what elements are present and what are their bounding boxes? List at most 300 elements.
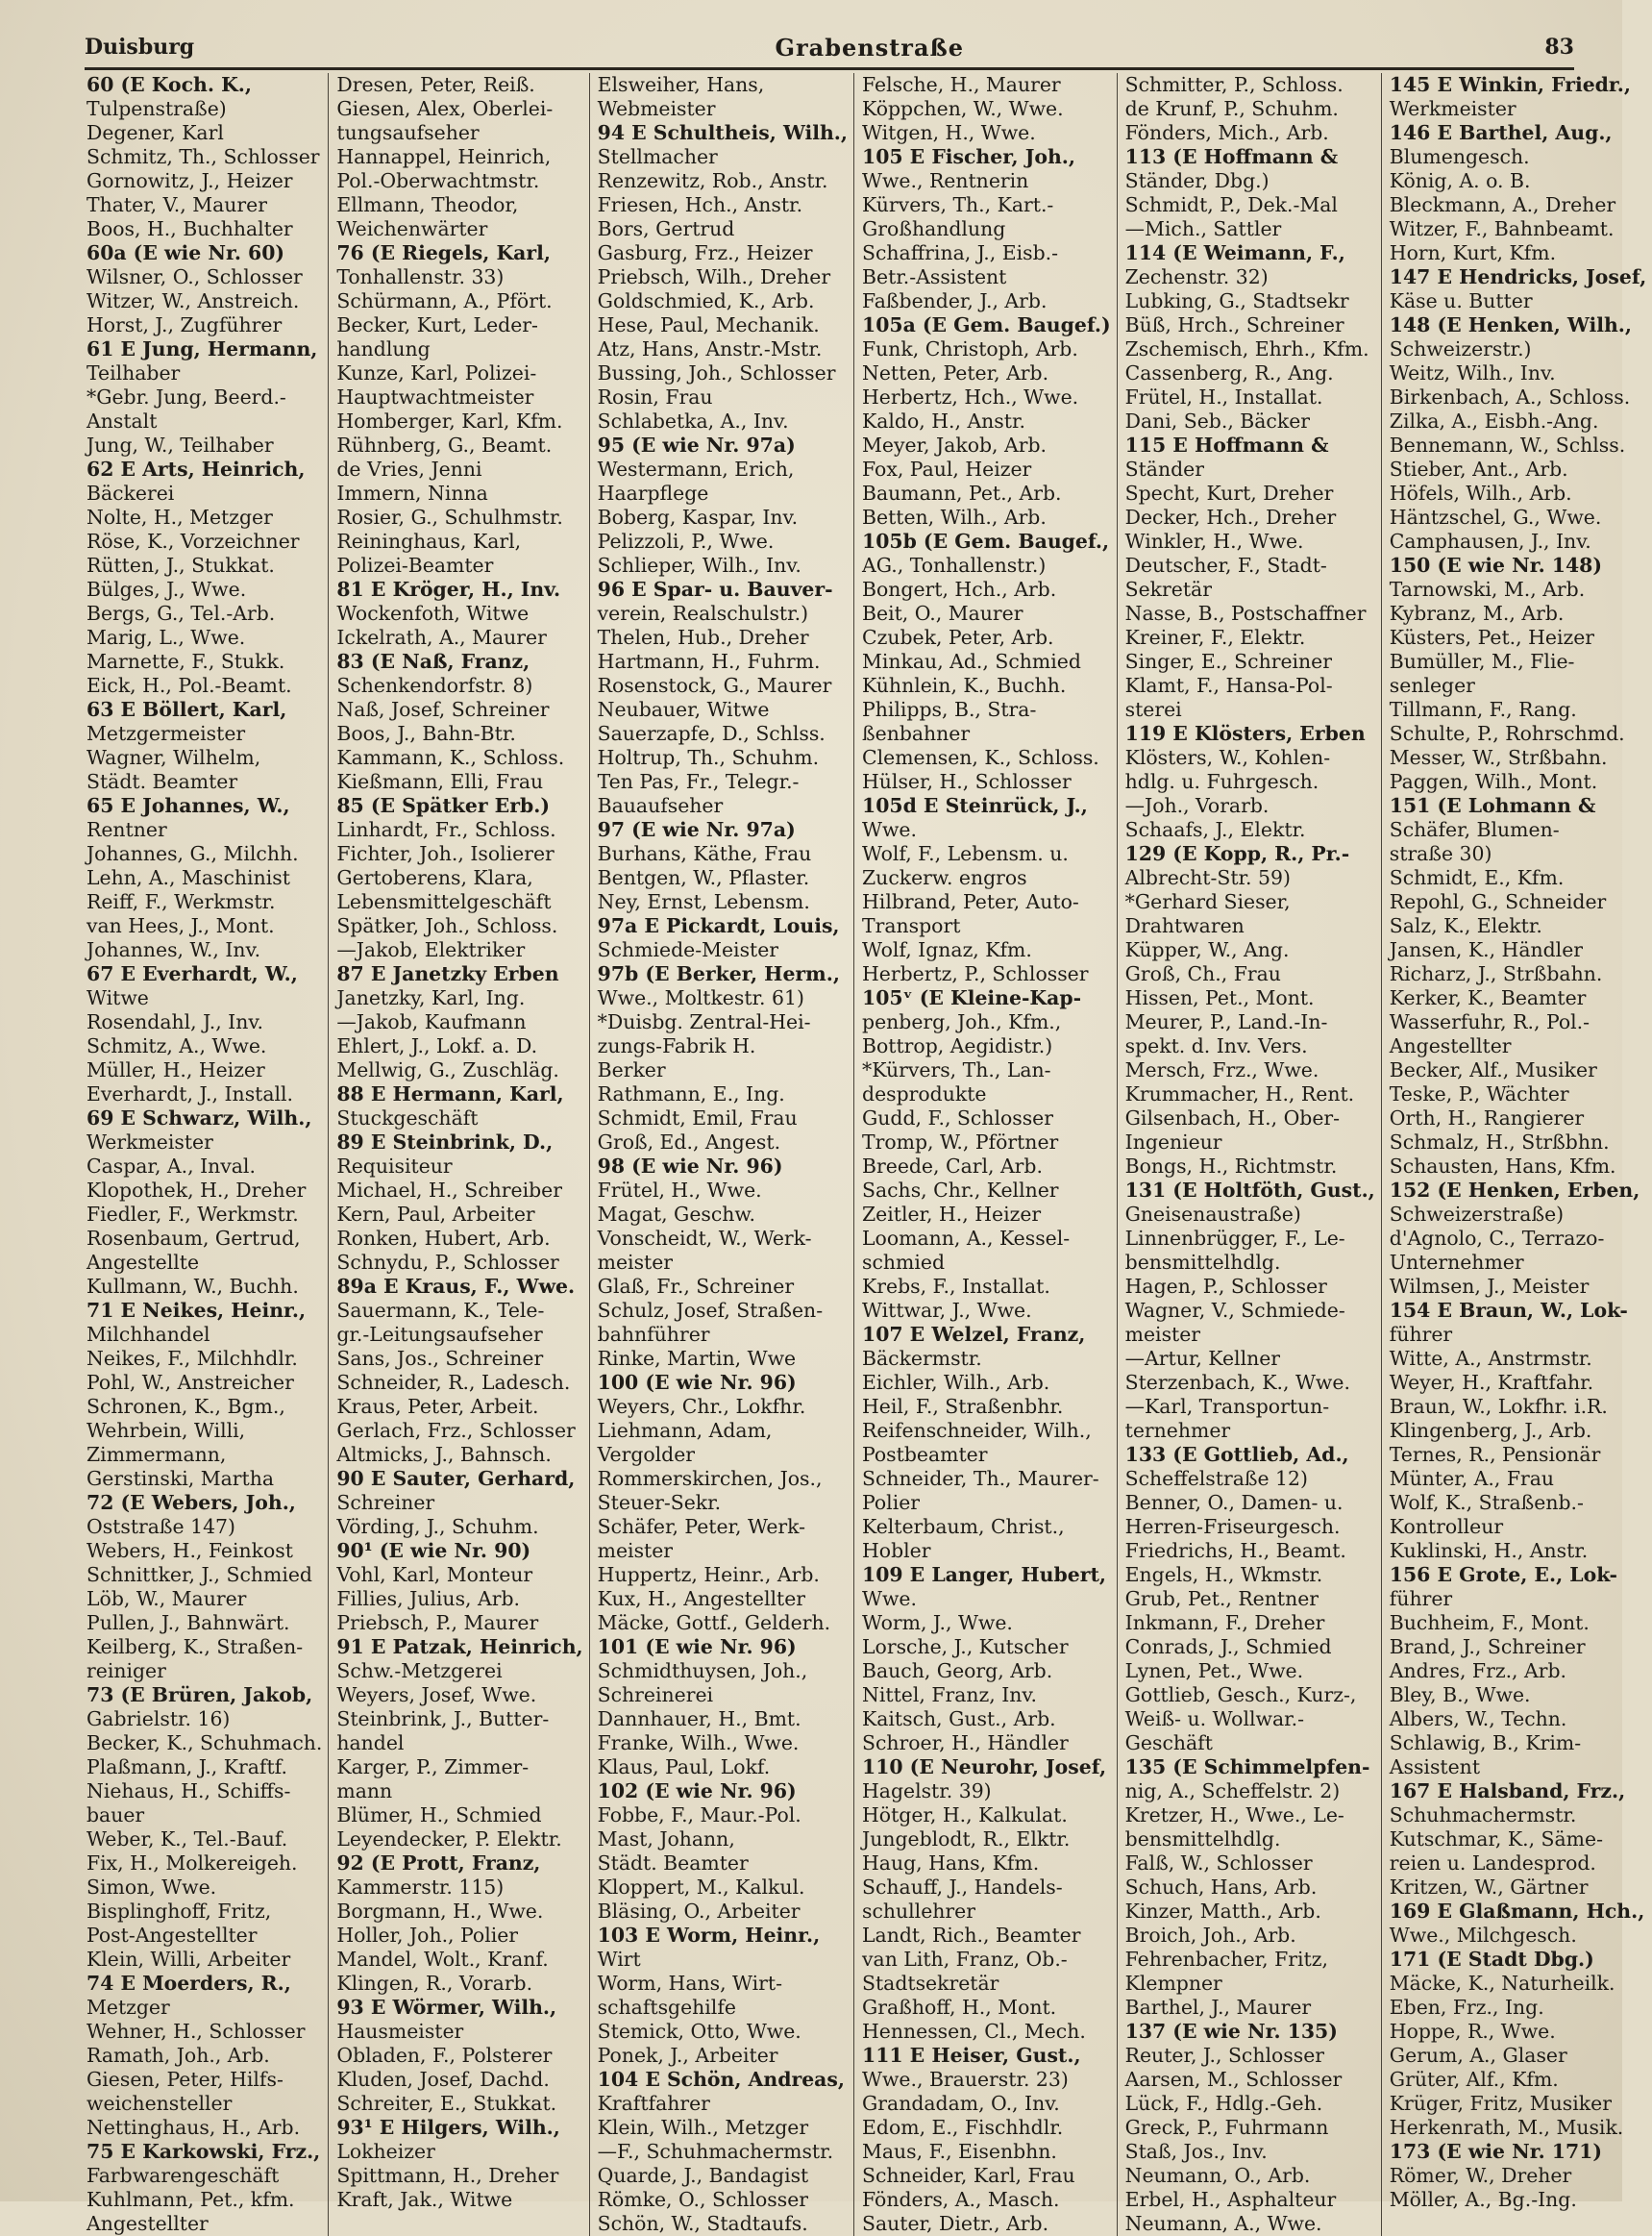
directory-entry: Hülser, H., Schlosser bbox=[862, 770, 1072, 793]
directory-entry: Ronken, Hubert, Arb. bbox=[336, 1227, 551, 1250]
directory-entry: Ney, Ernst, Lebensm. bbox=[597, 890, 810, 913]
directory-entry: 97b (E Berker, Herm., bbox=[597, 962, 840, 985]
directory-entry: Büß, Hrch., Schreiner bbox=[1124, 313, 1344, 336]
directory-column-4 bbox=[853, 73, 1117, 2236]
directory-entry: Rosendahl, J., Inv. bbox=[86, 1010, 263, 1033]
directory-entry: Wasserfuhr, R., Pol.- bbox=[1389, 1010, 1590, 1033]
directory-entry: Kontrolleur bbox=[1389, 1515, 1504, 1538]
directory-entry: bauer bbox=[86, 1803, 145, 1826]
directory-entry: Bisplinghoff, Fritz, bbox=[86, 1900, 272, 1923]
header-street: Grabenstraße bbox=[775, 33, 965, 62]
directory-entry: 173 (E wie Nr. 171) bbox=[1389, 2140, 1603, 2163]
directory-entry: Schulz, Josef, Straßen- bbox=[597, 1299, 824, 1322]
directory-entry: Ingenieur bbox=[1124, 1130, 1222, 1154]
directory-entry: Schweizerstraße) bbox=[1389, 1203, 1565, 1226]
directory-entry: Städt. Beamter bbox=[597, 1851, 749, 1875]
directory-entry: van Lith, Franz, Ob.- bbox=[862, 1948, 1068, 1971]
directory-entry: —Joh., Vorarb. bbox=[1124, 794, 1270, 817]
directory-entry: Friesen, Hch., Anstr. bbox=[597, 193, 803, 216]
directory-entry: Kritzen, W., Gärtner bbox=[1389, 1876, 1589, 1899]
directory-entry: Schmitz, A., Wwe. bbox=[86, 1034, 267, 1057]
directory-entry: Spittmann, H., Dreher bbox=[336, 2164, 559, 2187]
directory-entry: Witzer, F., Bahnbeamt. bbox=[1389, 217, 1615, 240]
directory-entry: Bors, Gertrud bbox=[597, 217, 735, 240]
directory-entry: Becker, Alf., Musiker bbox=[1389, 1058, 1597, 1081]
directory-entry: Werkmeister bbox=[86, 1130, 213, 1154]
directory-entry: führer bbox=[1389, 1587, 1453, 1610]
directory-entry: Reifenschneider, Wilh., bbox=[862, 1419, 1092, 1442]
directory-entry: Vohl, Karl, Monteur bbox=[336, 1563, 533, 1586]
directory-entry: —Artur, Kellner bbox=[1124, 1347, 1281, 1370]
directory-entry: 61 E Jung, Hermann, bbox=[86, 337, 318, 360]
directory-entry: Marnette, F., Stukk. bbox=[86, 650, 285, 673]
directory-entry: Funk, Christoph, Arb. bbox=[862, 337, 1078, 360]
directory-column-6 bbox=[1381, 73, 1652, 2236]
directory-entry: Rosenstock, G., Maurer bbox=[597, 674, 832, 697]
directory-entry: Priebsch, P., Maurer bbox=[336, 1611, 539, 1634]
directory-entry: 75 E Karkowski, Frz., bbox=[86, 2140, 321, 2163]
directory-entry: 110 (E Neurohr, Josef, bbox=[862, 1755, 1107, 1778]
directory-entry: Witte, A., Anstrmstr. bbox=[1389, 1347, 1592, 1370]
directory-entry: 93¹ E Hilgers, Wilh., bbox=[336, 2116, 560, 2139]
directory-entry: Zeitler, H., Heizer bbox=[862, 1203, 1042, 1226]
directory-entry: Frütel, H., Wwe. bbox=[597, 1179, 762, 1202]
directory-entry: Benner, O., Damen- u. bbox=[1124, 1491, 1344, 1514]
directory-entry: Fönders, A., Masch. bbox=[862, 2188, 1060, 2211]
directory-entry: Webmeister bbox=[597, 97, 716, 120]
directory-entry: Mäcke, K., Naturheilk. bbox=[1389, 1972, 1615, 1995]
directory-entry: Frütel, H., Installat. bbox=[1124, 385, 1323, 409]
directory-entry: Kießmann, Elli, Frau bbox=[336, 770, 544, 793]
directory-entry: 74 E Moerders, R., bbox=[86, 1972, 291, 1995]
directory-entry: Weiß- u. Wollwar.- bbox=[1124, 1707, 1304, 1730]
directory-entry: 171 (E Stadt Dbg.) bbox=[1389, 1948, 1594, 1971]
directory-entry: Sauerzapfe, D., Schlss. bbox=[597, 722, 826, 745]
directory-entry: senleger bbox=[1389, 674, 1475, 697]
directory-entry: Klein, Wilh., Metzger bbox=[597, 2116, 809, 2139]
directory-entry: Jung, W., Teilhaber bbox=[86, 434, 274, 457]
directory-entry: Camphausen, J., Inv. bbox=[1389, 530, 1591, 553]
directory-entry: van Hees, J., Mont. bbox=[86, 914, 275, 937]
directory-entry: Eick, H., Pol.-Beamt. bbox=[86, 674, 292, 697]
directory-entry: Klingen, R., Vorarb. bbox=[336, 1972, 533, 1995]
directory-entry: Bongert, Hch., Arb. bbox=[862, 578, 1057, 601]
directory-entry: 98 (E wie Nr. 96) bbox=[597, 1155, 783, 1178]
directory-entry: Bennemann, W., Schlss. bbox=[1389, 434, 1626, 457]
directory-entry: Weyers, Josef, Wwe. bbox=[336, 1683, 537, 1706]
directory-entry: Schürmann, A., Pfört. bbox=[336, 289, 553, 312]
directory-entry: schaftsgehilfe bbox=[597, 1996, 736, 2019]
directory-entry: Lynen, Pet., Wwe. bbox=[1124, 1659, 1304, 1682]
directory-entry: Hagelstr. 39) bbox=[862, 1779, 992, 1802]
directory-entry: 89a E Kraus, F., Wwe. bbox=[336, 1275, 576, 1298]
directory-entry: Wwe. bbox=[862, 1587, 917, 1610]
directory-entry: Meyer, Jakob, Arb. bbox=[862, 434, 1048, 457]
directory-entry: Anstalt bbox=[86, 410, 158, 433]
directory-entry: Rommerskirchen, Jos., bbox=[597, 1467, 823, 1490]
directory-entry: Neumann, A., Wwe. bbox=[1124, 2212, 1322, 2235]
directory-entry: Schenkendorfstr. 8) bbox=[336, 674, 533, 697]
directory-entry: 137 (E wie Nr. 135) bbox=[1124, 2020, 1338, 2043]
directory-entry: Reuter, J., Schlosser bbox=[1124, 2044, 1325, 2067]
directory-entry: Bottrop, Aegidistr.) bbox=[862, 1034, 1053, 1057]
directory-entry: Gneisenaustraße) bbox=[1124, 1203, 1301, 1226]
directory-entry: 150 (E wie Nr. 148) bbox=[1389, 554, 1603, 577]
directory-entry: spekt. d. Inv. Vers. bbox=[1124, 1034, 1308, 1057]
directory-column-1 bbox=[85, 73, 328, 2236]
directory-entry: Niehaus, H., Schiffs- bbox=[86, 1779, 291, 1802]
directory-entry: Müller, H., Heizer bbox=[86, 1058, 265, 1081]
directory-entry: Kraft, Jak., Witwe bbox=[336, 2188, 513, 2211]
directory-entry: Johannes, G., Milchh. bbox=[86, 842, 299, 865]
directory-entry: Greck, P., Fuhrmann bbox=[1124, 2116, 1329, 2139]
directory-entry: Herbertz, Hch., Wwe. bbox=[862, 385, 1079, 409]
directory-entry: Häntzschel, G., Wwe. bbox=[1389, 506, 1602, 529]
directory-entry: Mäcke, Gottf., Gelderh. bbox=[597, 1611, 831, 1634]
directory-entry: desprodukte bbox=[862, 1082, 987, 1106]
directory-entry: Schlawig, B., Krim- bbox=[1389, 1731, 1582, 1754]
directory-entry: Bauch, Georg, Arb. bbox=[862, 1659, 1053, 1682]
directory-entry: Klempner bbox=[1124, 1972, 1222, 1995]
directory-entry: Wwe., Moltkestr. 61) bbox=[597, 986, 804, 1009]
directory-entry: Giesen, Alex, Oberlei- bbox=[336, 97, 554, 120]
directory-entry: 152 (E Henken, Erben, bbox=[1389, 1179, 1640, 1202]
directory-entry: Ellmann, Theodor, bbox=[336, 193, 519, 216]
directory-entry: Fehrenbacher, Fritz, bbox=[1124, 1948, 1328, 1971]
directory-entry: Rosier, G., Schulhmstr. bbox=[336, 506, 563, 529]
directory-entry: Schmidt, Emil, Frau bbox=[597, 1106, 798, 1130]
directory-entry: Klösters, W., Kohlen- bbox=[1124, 746, 1331, 769]
directory-entry: —Mich., Sattler bbox=[1124, 217, 1282, 240]
directory-entry: Schulte, P., Rohrschmd. bbox=[1389, 722, 1625, 745]
directory-entry: Goldschmied, K., Arb. bbox=[597, 289, 815, 312]
directory-entry: Angestellte bbox=[86, 1251, 200, 1274]
directory-entry: Fichter, Joh., Isolierer bbox=[336, 842, 555, 865]
directory-entry: Weyer, H., Kraftfahr. bbox=[1389, 1371, 1594, 1394]
directory-entry: 113 (E Hoffmann & bbox=[1124, 145, 1339, 168]
directory-entry: Käse u. Butter bbox=[1389, 289, 1533, 312]
directory-entry: Schön, W., Stadtaufs. bbox=[597, 2212, 808, 2235]
directory-entry: Braun, W., Lokfhr. i.R. bbox=[1389, 1395, 1608, 1418]
directory-entry: Ternes, R., Pensionär bbox=[1389, 1443, 1601, 1466]
directory-entry: Krebs, F., Installat. bbox=[862, 1275, 1050, 1298]
directory-entry: Bleckmann, A., Dreher bbox=[1389, 193, 1616, 216]
directory-entry: 100 (E wie Nr. 96) bbox=[597, 1371, 797, 1394]
directory-entry: Schmiede-Meister bbox=[597, 938, 779, 961]
directory-entry: Haarpflege bbox=[597, 482, 709, 505]
directory-entry: Wilsner, O., Schlosser bbox=[86, 265, 303, 288]
directory-entry: Witzer, W., Anstreich. bbox=[86, 289, 300, 312]
directory-entry: de Krunf, P., Schuhm. bbox=[1124, 97, 1339, 120]
directory-entry: d'Agnolo, C., Terrazo- bbox=[1389, 1227, 1605, 1250]
directory-entry: Landt, Rich., Beamter bbox=[862, 1924, 1081, 1947]
directory-entry: Kelterbaum, Christ., bbox=[862, 1515, 1065, 1538]
directory-entry: Kraftfahrer bbox=[597, 2092, 710, 2115]
directory-entry: Vörding, J., Schuhm. bbox=[336, 1515, 539, 1538]
header-rule bbox=[85, 67, 1574, 70]
directory-entry: Schnittker, J., Schmied bbox=[86, 1563, 312, 1586]
directory-entry: Karger, P., Zimmer- bbox=[336, 1755, 530, 1778]
directory-entry: Cassenberg, R., Ang. bbox=[1124, 361, 1334, 385]
directory-entry: Möller, A., Bg.-Ing. bbox=[1389, 2188, 1577, 2211]
directory-entry: 146 E Barthel, Aug., bbox=[1389, 121, 1613, 144]
directory-entry: Schmidthuysen, Joh., bbox=[597, 1659, 808, 1682]
directory-entry: Kutschmar, K., Säme- bbox=[1389, 1827, 1603, 1851]
directory-entry: Tulpenstraße) bbox=[86, 97, 227, 120]
directory-entry: Schlabetka, A., Inv. bbox=[597, 410, 789, 433]
directory-entry: Webers, H., Feinkost bbox=[86, 1539, 293, 1562]
directory-entry: Jansen, K., Händler bbox=[1389, 938, 1584, 961]
directory-entry: Staß, Jos., Inv. bbox=[1124, 2140, 1268, 2163]
directory-entry: 87 E Janetzky Erben bbox=[336, 962, 559, 985]
directory-entry: 85 (E Spätker Erb.) bbox=[336, 794, 550, 817]
directory-entry: Drahtwaren bbox=[1124, 914, 1245, 937]
directory-entry: Milchhandel bbox=[86, 1323, 210, 1346]
directory-entry: Bley, B., Wwe. bbox=[1389, 1683, 1531, 1706]
directory-entry: Kretzer, H., Wwe., Le- bbox=[1124, 1803, 1344, 1826]
directory-entry: 129 (E Kopp, R., Pr.- bbox=[1124, 842, 1350, 865]
directory-entry: Wwe., Rentnerin bbox=[862, 169, 1029, 192]
directory-entry: Schäfer, Peter, Werk- bbox=[597, 1515, 806, 1538]
directory-entry: Horn, Kurt, Kfm. bbox=[1389, 241, 1557, 264]
directory-entry: Everhardt, J., Install. bbox=[86, 1082, 294, 1106]
directory-entry: Ramath, Joh., Arb. bbox=[86, 2044, 270, 2067]
directory-entry: Linhardt, Fr., Schloss. bbox=[336, 818, 556, 841]
directory-entry: Boberg, Kaspar, Inv. bbox=[597, 506, 799, 529]
directory-entry: Köppchen, W., Wwe. bbox=[862, 97, 1064, 120]
directory-entry: Franke, Wilh., Wwe. bbox=[597, 1731, 800, 1754]
directory-entry: Stieber, Ant., Arb. bbox=[1389, 458, 1568, 481]
directory-entry: Bongs, H., Richtmstr. bbox=[1124, 1155, 1338, 1178]
directory-entry: Nittel, Franz, Inv. bbox=[862, 1683, 1037, 1706]
directory-entry: sterei bbox=[1124, 698, 1182, 721]
directory-entry: Birkenbach, A., Schloss. bbox=[1389, 385, 1631, 409]
directory-entry: Eben, Frz., Ing. bbox=[1389, 1996, 1544, 2019]
directory-entry: Kuklinski, H., Anstr. bbox=[1389, 1539, 1589, 1562]
directory-entry: Römke, O., Schlosser bbox=[597, 2188, 809, 2211]
directory-entry: Bussing, Joh., Schlosser bbox=[597, 361, 836, 385]
directory-entry: Fönders, Mich., Arb. bbox=[1124, 121, 1329, 144]
directory-entry: Schneider, Th., Maurer- bbox=[862, 1467, 1099, 1490]
directory-entry: Sachs, Chr., Kellner bbox=[862, 1179, 1059, 1202]
directory-entry: Albrecht-Str. 59) bbox=[1124, 866, 1291, 889]
header-city: Duisburg bbox=[85, 35, 195, 60]
directory-entry: Bentgen, W., Pflaster. bbox=[597, 866, 810, 889]
directory-entry: Andres, Frz., Arb. bbox=[1389, 1659, 1567, 1682]
directory-entry: gr.-Leitungsaufseher bbox=[336, 1323, 543, 1346]
directory-entry: Plaßmann, J., Kraftf. bbox=[86, 1755, 287, 1778]
directory-entry: Ickelrath, A., Maurer bbox=[336, 626, 547, 649]
directory-entry: 156 E Grote, E., Lok- bbox=[1389, 1563, 1617, 1586]
directory-entry: meister bbox=[1124, 1323, 1201, 1346]
directory-entry: Linnenbrügger, F., Le- bbox=[1124, 1227, 1345, 1250]
directory-entry: Kerker, K., Beamter bbox=[1389, 986, 1587, 1009]
directory-entry: Wwe. bbox=[862, 818, 917, 841]
directory-entry: Kaldo, H., Anstr. bbox=[862, 410, 1025, 433]
directory-entry: 73 (E Brüren, Jakob, bbox=[86, 1683, 313, 1706]
directory-entry: Schneider, Karl, Frau bbox=[862, 2164, 1075, 2187]
directory-entry: nig, A., Scheffelstr. 2) bbox=[1124, 1779, 1341, 1802]
directory-entry: Weber, K., Tel.-Bauf. bbox=[86, 1827, 288, 1851]
directory-entry: 102 (E wie Nr. 96) bbox=[597, 1779, 797, 1802]
directory-entry: —Jakob, Elektriker bbox=[336, 938, 526, 961]
directory-entry: Tillmann, F., Rang. bbox=[1389, 698, 1577, 721]
directory-entry: Werkmeister bbox=[1389, 97, 1516, 120]
directory-entry: penberg, Joh., Kfm., bbox=[862, 1010, 1062, 1033]
directory-entry: Gottlieb, Gesch., Kurz-, bbox=[1124, 1683, 1357, 1706]
directory-entry: König, A. o. B. bbox=[1389, 169, 1531, 192]
directory-entry: Herkenrath, M., Musik. bbox=[1389, 2116, 1624, 2139]
directory-entry: Bülges, J., Wwe. bbox=[86, 578, 247, 601]
directory-entry: Kunze, Karl, Polizei- bbox=[336, 361, 537, 385]
directory-entry: Renzewitz, Rob., Anstr. bbox=[597, 169, 828, 192]
directory-entry: 135 (E Schimmelpfen- bbox=[1124, 1755, 1370, 1778]
directory-entry: Immern, Ninna bbox=[336, 482, 488, 505]
directory-entry: schullehrer bbox=[862, 1900, 975, 1923]
directory-entry: Hennessen, Cl., Mech. bbox=[862, 2020, 1086, 2043]
directory-entry: Wagner, Wilhelm, bbox=[86, 746, 261, 769]
directory-entry: Hötger, H., Kalkulat. bbox=[862, 1803, 1068, 1826]
directory-entry: 115 E Hoffmann & bbox=[1124, 434, 1329, 457]
directory-entry: Breede, Carl, Arb. bbox=[862, 1155, 1043, 1178]
directory-entry: Weitz, Wilh., Inv. bbox=[1389, 361, 1556, 385]
directory-entry: Erbel, H., Asphalteur bbox=[1124, 2188, 1337, 2211]
directory-entry: Degener, Karl bbox=[86, 121, 224, 144]
directory-entry: Decker, Hch., Dreher bbox=[1124, 506, 1337, 529]
directory-entry: Schlieper, Wilh., Inv. bbox=[597, 554, 801, 577]
directory-entry: Lorsche, J., Kutscher bbox=[862, 1635, 1069, 1658]
directory-entry: Zilka, A., Eisbh.-Ang. bbox=[1389, 410, 1599, 433]
directory-entry: Ständer, Dbg.) bbox=[1124, 169, 1270, 192]
directory-entry: Rosin, Frau bbox=[597, 385, 713, 409]
directory-entry: 96 E Spar- u. Bauver- bbox=[597, 578, 833, 601]
directory-entry: Grandadam, O., Inv. bbox=[862, 2092, 1060, 2115]
directory-entry: Beit, O., Maurer bbox=[862, 602, 1023, 625]
directory-entry: Netten, Peter, Arb. bbox=[862, 361, 1049, 385]
directory-entry: Großhandlung bbox=[862, 217, 1006, 240]
directory-entry: Wehrbein, Willi, bbox=[86, 1419, 246, 1442]
directory-entry: mann bbox=[336, 1779, 393, 1802]
directory-entry: Barthel, J., Maurer bbox=[1124, 1996, 1312, 2019]
directory-entry: Albers, W., Techn. bbox=[1389, 1707, 1567, 1730]
directory-entry: Kux, H., Angestellter bbox=[597, 1587, 806, 1610]
directory-entry: Schw.-Metzgerei bbox=[336, 1659, 503, 1682]
directory-entry: 105d E Steinrück, J., bbox=[862, 794, 1088, 817]
directory-entry: Klaus, Paul, Lokf. bbox=[597, 1755, 771, 1778]
directory-entry: Neumann, O., Arb. bbox=[1124, 2164, 1311, 2187]
directory-entry: Magat, Geschw. bbox=[597, 1203, 755, 1226]
directory-entry: Priebsch, Wilh., Dreher bbox=[597, 265, 831, 288]
directory-column-5 bbox=[1117, 73, 1381, 2236]
directory-entry: Worm, J., Wwe. bbox=[862, 1611, 1013, 1634]
directory-entry: —F., Schuhmachermstr. bbox=[597, 2140, 834, 2163]
directory-entry: Bläsing, O., Arbeiter bbox=[597, 1900, 801, 1923]
directory-entry: Stuckgeschäft bbox=[336, 1106, 479, 1130]
directory-entry: Kürvers, Th., Kart.- bbox=[862, 193, 1054, 216]
directory-entry: Rühnberg, G., Beamt. bbox=[336, 434, 553, 457]
directory-entry: Kühnlein, K., Buchh. bbox=[862, 674, 1067, 697]
directory-entry: Baumann, Pet., Arb. bbox=[862, 482, 1062, 505]
directory-entry: Singer, E., Schreiner bbox=[1124, 650, 1332, 673]
directory-entry: Kern, Paul, Arbeiter bbox=[336, 1203, 535, 1226]
directory-entry: Sans, Jos., Schreiner bbox=[336, 1347, 544, 1370]
directory-entry: Tonhallenstr. 33) bbox=[336, 265, 505, 288]
directory-entry: Huppertz, Heinr., Arb. bbox=[597, 1563, 820, 1586]
directory-entry: Küsters, Pet., Heizer bbox=[1389, 626, 1595, 649]
directory-entry: Kuhlmann, Pet., kfm. bbox=[86, 2188, 295, 2211]
directory-entry: Bäckerei bbox=[86, 482, 175, 505]
directory-entry: Transport bbox=[862, 914, 961, 937]
directory-entry: Wirt bbox=[597, 1948, 641, 1971]
directory-entry: 167 E Halsband, Frz., bbox=[1389, 1779, 1626, 1802]
directory-entry: Angestellter bbox=[86, 2212, 209, 2235]
directory-entry: Witwe bbox=[86, 986, 149, 1009]
directory-entry: Teilhaber bbox=[86, 361, 181, 385]
directory-entry: Dannhauer, H., Bmt. bbox=[597, 1707, 801, 1730]
directory-entry: Zuckerw. engros bbox=[862, 866, 1027, 889]
directory-entry: Steuer-Sekr. bbox=[597, 1491, 722, 1514]
directory-entry: Neubauer, Witwe bbox=[597, 698, 770, 721]
directory-entry: Rinke, Martin, Wwe bbox=[597, 1347, 797, 1370]
directory-entry: ßenbahner bbox=[862, 722, 971, 745]
directory-entry: Wolf, K., Straßenb.- bbox=[1389, 1491, 1584, 1514]
directory-entry: Vonscheidt, W., Werk- bbox=[597, 1227, 812, 1250]
directory-entry: 91 E Patzak, Heinrich, bbox=[336, 1635, 583, 1658]
directory-entry: 105b (E Gem. Baugef., bbox=[862, 530, 1110, 553]
directory-entry: Klein, Willi, Arbeiter bbox=[86, 1948, 291, 1971]
directory-entry: 154 E Braun, W., Lok- bbox=[1389, 1299, 1628, 1322]
directory-entry: Felsche, H., Maurer bbox=[862, 73, 1061, 96]
directory-entry: Gasburg, Frz., Heizer bbox=[597, 241, 813, 264]
directory-entry: Leyendecker, P. Elektr. bbox=[336, 1827, 562, 1851]
directory-entry: Specht, Kurt, Dreher bbox=[1124, 482, 1334, 505]
directory-entry: Obladen, F., Polsterer bbox=[336, 2044, 553, 2067]
directory-entry: Höfels, Wilh., Arb. bbox=[1389, 482, 1572, 505]
directory-entry: Assistent bbox=[1389, 1755, 1481, 1778]
directory-entry: —Karl, Transportun- bbox=[1124, 1395, 1330, 1418]
directory-entry: Lokheizer bbox=[336, 2140, 435, 2163]
directory-entry: Westermann, Erich, bbox=[597, 458, 795, 481]
directory-entry: Klopothek, H., Dreher bbox=[86, 1179, 307, 1202]
directory-entry: Johannes, W., Inv. bbox=[86, 938, 261, 961]
directory-entry: —Jakob, Kaufmann bbox=[336, 1010, 527, 1033]
directory-entry: Vergolder bbox=[597, 1443, 696, 1466]
directory-entry: 114 (E Weimann, F., bbox=[1124, 241, 1345, 264]
directory-entry: Graßhoff, H., Mont. bbox=[862, 1996, 1057, 2019]
directory-entry: Lehn, A., Maschinist bbox=[86, 866, 290, 889]
directory-entry: Paggen, Wilh., Mont. bbox=[1389, 770, 1598, 793]
directory-entry: de Vries, Jenni bbox=[336, 458, 482, 481]
directory-entry: Altmicks, J., Bahnsch. bbox=[336, 1443, 552, 1466]
directory-entry: AG., Tonhallenstr.) bbox=[862, 554, 1047, 577]
page-header bbox=[85, 29, 1574, 65]
directory-entry: Küpper, W., Ang. bbox=[1124, 938, 1290, 961]
directory-entry: Loomann, A., Kessel- bbox=[862, 1227, 1071, 1250]
directory-entry: verein, Realschulstr.) bbox=[597, 602, 809, 625]
directory-entry: Brand, J., Schreiner bbox=[1389, 1635, 1586, 1658]
directory-entry: Zschemisch, Ehrh., Kfm. bbox=[1124, 337, 1369, 360]
directory-entry: Schuhmachermstr. bbox=[1389, 1803, 1577, 1826]
directory-column-2 bbox=[328, 73, 588, 2236]
directory-entry: Wockenfoth, Witwe bbox=[336, 602, 530, 625]
directory-entry: 109 E Langer, Hubert, bbox=[862, 1563, 1106, 1586]
directory-entry: Berker bbox=[597, 1058, 666, 1081]
directory-entry: Meurer, P., Land.-In- bbox=[1124, 1010, 1328, 1033]
directory-entry: Hissen, Pet., Mont. bbox=[1124, 986, 1315, 1009]
directory-entry: reien u. Landesprod. bbox=[1389, 1851, 1596, 1875]
directory-entry: 60a (E wie Nr. 60) bbox=[86, 241, 285, 264]
directory-entry: Ponek, J., Arbeiter bbox=[597, 2044, 778, 2067]
